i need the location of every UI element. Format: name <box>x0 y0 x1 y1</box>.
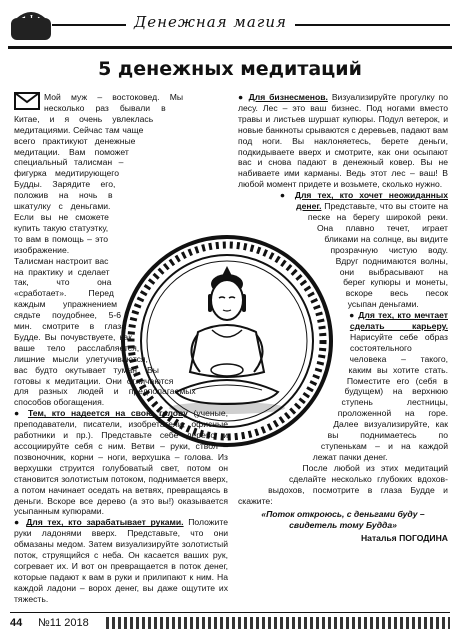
section-head-business: Для бизнесменов. <box>248 92 328 102</box>
page-number: 44 <box>10 617 23 629</box>
right-column <box>238 92 448 544</box>
section-head-career: Для тех, кто мечтает сделать карьеру. <box>349 310 448 332</box>
bullet-icon: ● <box>14 408 28 419</box>
footer-decoration <box>106 617 450 629</box>
section-text-hands: Положите руки ладонями вверх. Представьте, что они обмазаны медом. Затем визуализируйте золотистый поток, струящийся с неба. Он касается ваших рук, согревает их. И вот он превращается в поток денег, которые падают к вам в руки и прилипают к ним. На каждой ладони – ворох денег, вы даже ощутите их тяжесть. <box>14 517 228 604</box>
header-border <box>8 46 452 49</box>
section-title: Денежная магия <box>126 13 295 31</box>
bullet-icon: ● <box>349 310 359 321</box>
section-head-hands: Для тех, кто зарабатывает руками. <box>26 517 184 528</box>
bullet-icon: ● <box>279 190 295 201</box>
section-text-business: Визуализируйте прогулку по лесу. Лес – это ваш бизнес. Под ногами вместо травы и листьев шуршат купюры. Подул ветерок, и новые банкноты срываются с деревьев, падают вам под ноги. Вы наклоняетесь, берете деньги, подкидываете вверх и смотрите, как они осыпают вас и снова падают в денежный ковер. Вы не набиваете ими карманы. Ведь этот лес – ваш! В любой момент придете и возьмете, сколько нужно. <box>238 92 448 190</box>
bullet-icon: ● <box>14 517 27 528</box>
closing-quote: «Поток откроюсь, с деньгами буду – свидетель тому Будда» <box>261 509 425 531</box>
intro-paragraph: Мой муж – востоковед. Мы несколько раз бывали в Китае, и я очень увлеклась медитациями. Сейчас там чаще всего практикуют денежные медитации. Вам поможет специальный талисман – фигурка медитирующего Будды. Зарядите его, положив на ночь в шкатулку с деньгами. Если вы не сможете купить такую статуэтку, то вам в помощь – это изображение. Талисман настроит вас на практику и сделает так, что она «сработает». Перед каждым упражнением сядьте поудобнее, 5-6 мин. смотрите в глаза Будде. Вы почувствуете, как ваше тело расслабляется, лишние мысли улетучиваются, вас будто окутывает туман. Вы готовы к медитации. Они отличаются для разных людей и предполагаемых способов обогащения. <box>14 92 196 408</box>
issue-label: №11 2018 <box>38 617 89 629</box>
section-text-career: Нарисуйте себе образ состоятельного человека – такого, каким вы хотите стать. Поместите его (себя в будущем) на верхнюю ступень лестницы, проложенной на горе. Далее визуализируйте, как вы поднимаетесь по ступенькам – и на каждой лежат пачки денег. <box>312 331 448 462</box>
section-head-mind: Тем, кто надеется на свою голову <box>27 408 188 419</box>
section-head-unexpected: Для тех, кто хочет неожиданных денег. <box>294 190 448 212</box>
section-text-mind: (ученые, преподаватели, писатели, изобретатели, офисные работники и пр.). Представьте себе дерево и ассоциируйте себя с ним. Ветви – руки, ствол – позвоночник, корни – ноги, верхушка – голова. Из верхушки струится голубоватый свет, потом он становится золотистым потоком, поднимается вверх, а потом начинает оседать на ветвях, превращаясь в деньги. Вскоре все дерево (а это вы!) оказывается усыпанным купюрами. <box>14 408 228 517</box>
purse-icon <box>8 8 56 42</box>
envelope-icon <box>14 92 40 110</box>
section-header <box>8 8 450 42</box>
closing-paragraph: После любой из этих медитаций сделайте несколько глубоких вдохов-выдохов, посмотрите в глаза Будде и скажите: <box>238 462 448 506</box>
section-text-unexpected: Представьте, что вы стоите на песке на берегу широкой реки. Она плавно течет, играет бликами на солнце, вы видите прозрачную чистую воду. Вдруг поднимаются волны, они выбрасывают на берег купюры и монеты, вскоре весь песок усыпан деньгами. <box>307 201 448 310</box>
article-title: 5 денежных медитаций <box>98 58 362 80</box>
bullet-icon: ● <box>238 92 249 102</box>
left-column <box>14 92 228 605</box>
author-name: Наталья ПОГОДИНА <box>360 533 448 544</box>
page-footer <box>10 612 450 635</box>
